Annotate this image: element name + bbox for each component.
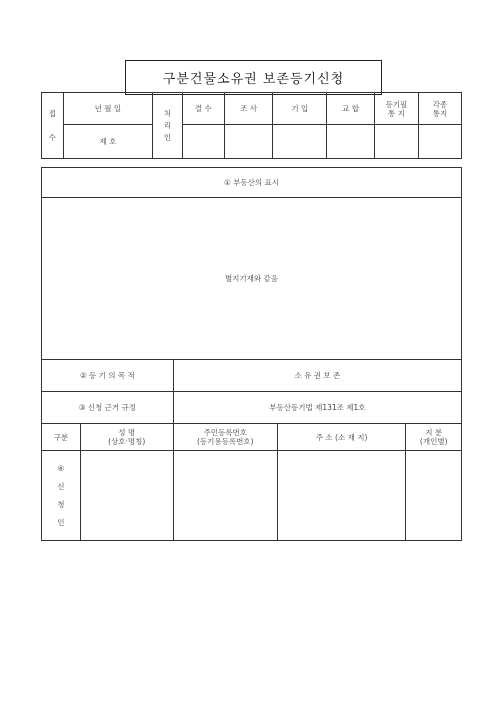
cell-notice-various — [418, 125, 461, 159]
cell-gyohap — [327, 125, 375, 159]
receipt-char-1: 접 — [48, 108, 56, 118]
applicant-char-3: 청 — [57, 499, 65, 509]
applicant-col-id: 주민등록번호 (등기용등록번호) — [173, 424, 277, 451]
applicant-col-type: 구분 — [42, 424, 81, 451]
receipt-number-label: 제 호 — [63, 125, 153, 159]
applicant-name-cell — [80, 451, 173, 541]
page-title: 구분건물소유권 보존등기신청 — [125, 60, 382, 95]
receipt-char-2: 수 — [48, 132, 56, 142]
section1-header: ① 부동산의 표시 — [42, 168, 462, 198]
processor-char-1: 처 — [163, 108, 172, 118]
processor-char-2: 리 — [163, 120, 172, 130]
applicant-char-4: 인 — [57, 517, 65, 527]
applicant-address-cell — [277, 451, 406, 541]
purpose-label: ② 등 기 의 목 적 — [42, 360, 174, 392]
applicant-share-cell — [406, 451, 462, 541]
applicant-col-address: 주 소 (소 재 지) — [277, 424, 406, 451]
applicant-col-share: 지 분 (개인별) — [406, 424, 462, 451]
cell-giip — [273, 125, 327, 159]
applicant-char-2: 신 — [57, 481, 65, 491]
receipt-label — [42, 93, 64, 159]
receipt-table — [41, 92, 462, 159]
section1-body: 별지기재와 같음 — [42, 198, 462, 360]
receipt-date-label: 년 월 일 — [63, 93, 153, 125]
col-notice-done: 등기필 통 지 — [374, 93, 418, 125]
col-gyohap: 교 합 — [327, 93, 375, 125]
applicant-char-1: ④ — [57, 463, 65, 473]
col-notice-various: 각종 통지 — [418, 93, 461, 125]
col-josa: 조 사 — [224, 93, 273, 125]
basis-value: 부동산등기법 제131조 제1호 — [173, 392, 461, 424]
cell-gyeolsu — [182, 125, 224, 159]
main-form-table — [41, 167, 462, 541]
basis-label: ③ 신청 근거 규정 — [42, 392, 174, 424]
applicant-id-cell — [173, 451, 277, 541]
purpose-value: 소 유 권 보 존 — [173, 360, 461, 392]
col-giip: 기 입 — [273, 93, 327, 125]
applicant-col-name: 성 명 (상호·명칭) — [80, 424, 173, 451]
cell-notice-done — [374, 125, 418, 159]
cell-josa — [224, 125, 273, 159]
col-gyeolsu: 결 수 — [182, 93, 224, 125]
processor-label — [153, 93, 182, 159]
applicant-side-label — [42, 451, 81, 541]
processor-char-3: 인 — [163, 132, 172, 142]
